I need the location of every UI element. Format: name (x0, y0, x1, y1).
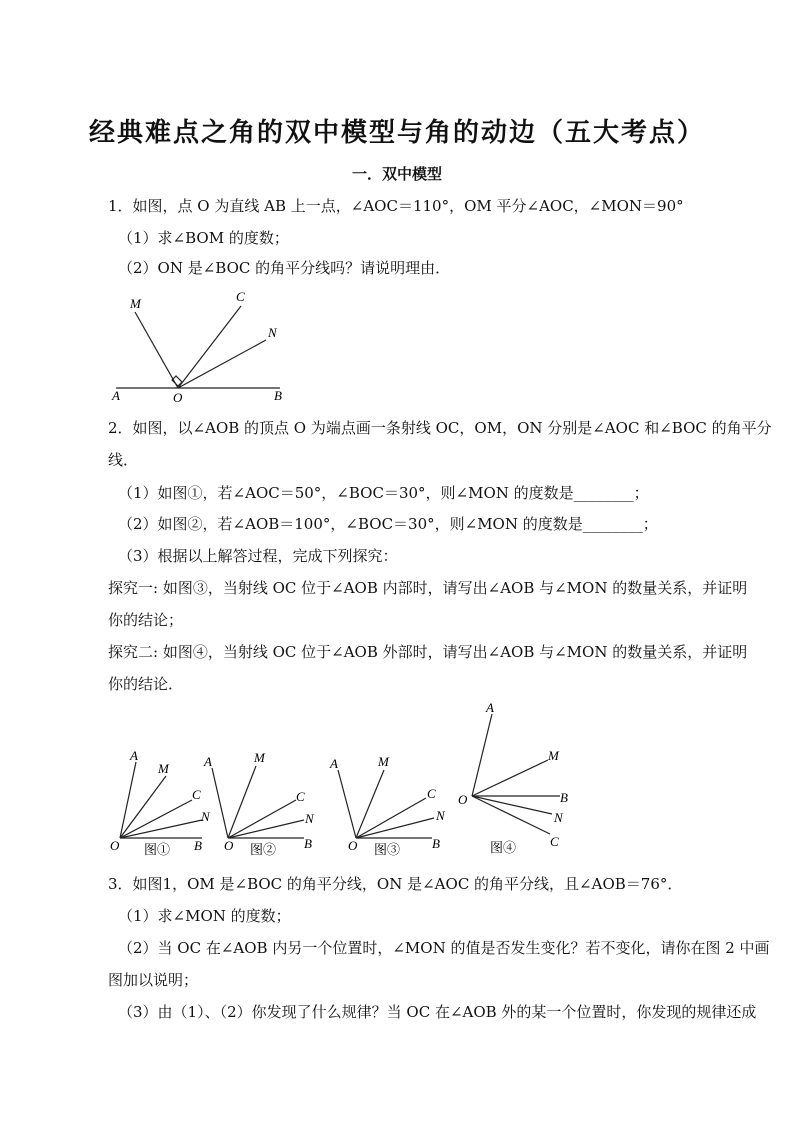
f3-label-o: O (348, 838, 358, 853)
f4-label-o: O (458, 792, 468, 807)
q3-part2-line1: （2）当 OC 在∠AOB 内另一个位置时，∠MON 的值是否发生变化？若不变化，请你在图 2 中画 (118, 939, 770, 957)
f4-label-b: B (560, 790, 568, 805)
f1-label-m: M (158, 761, 169, 776)
f2-label-m: M (254, 750, 265, 765)
f4-caption: 图④ (490, 840, 517, 855)
ray-on (178, 340, 266, 388)
f1-label-o: O (110, 838, 120, 853)
f3-label-b: B (432, 836, 440, 851)
f4-label-c: C (550, 834, 559, 849)
label-b: B (274, 388, 282, 403)
q3-part2-line2: 图加以说明； (108, 971, 199, 989)
f1-label-b: B (194, 838, 202, 853)
label-n: N (268, 325, 277, 340)
section-heading: 一．双中模型 (351, 165, 442, 183)
q2-explore1-line1: 探究一: 如图③，当射线 OC 位于∠AOB 内部时，请写出∠AOB 与∠MON 的数量关系，并证明 (108, 579, 748, 597)
f2-label-a: A (204, 754, 212, 769)
f1-label-n: N (201, 809, 210, 824)
label-o: O (173, 390, 183, 405)
f2-label-n: N (305, 811, 314, 826)
q3-part1: （1）求∠MON 的度数； (118, 907, 291, 925)
f2-caption: 图② (250, 842, 277, 857)
q2-figure-4 (452, 698, 592, 858)
f4-label-a: A (486, 700, 494, 715)
f1-label-c: C (192, 787, 201, 802)
label-m: M (130, 296, 141, 311)
q2-stem-2: 线． (108, 451, 139, 469)
q3-stem: 3．如图1，OM 是∠BOC 的角平分线，ON 是∠AOC 的角平分线，且∠AOB＝76°． (108, 875, 683, 893)
q1-figure (108, 286, 308, 406)
f4-label-n: N (554, 810, 563, 825)
f2-label-b: B (304, 836, 312, 851)
f2-label-c: C (296, 789, 305, 804)
f3-caption: 图③ (374, 842, 401, 857)
q1-stem: 1．如图，点 O 为直线 AB 上一点，∠AOC＝110°，OM 平分∠AOC，∠MON＝90° (108, 197, 684, 215)
q2-part1: （1）如图①，若∠AOC＝50°，∠BOC＝30°，则∠MON 的度数是________； (118, 484, 649, 502)
q1-part2: （2）ON 是∠BOC 的角平分线吗？请说明理由． (118, 259, 451, 277)
f4-label-m: M (548, 748, 559, 763)
q3-part3: （3）由（1）、（2）你发现了什么规律？当 OC 在∠AOB 外的某一个位置时，你发现的规律还成 (118, 1003, 757, 1021)
ray-om (135, 312, 178, 388)
f3-label-a: A (330, 756, 338, 771)
f3-label-c: C (427, 786, 436, 801)
q2-figure-3 (322, 740, 452, 860)
q2-figure-2 (198, 740, 328, 860)
q2-explore1-line2: 你的结论； (108, 611, 184, 629)
f3-label-n: N (436, 808, 445, 823)
page-title: 经典难点之角的双中模型与角的动边（五大考点） (88, 118, 705, 148)
f1-caption: 图① (144, 842, 171, 857)
label-c: C (236, 289, 245, 304)
q2-stem-1: 2．如图，以∠AOB 的顶点 O 为端点画一条射线 OC，OM，ON 分别是∠AOC 和∠BOC 的角平分 (108, 419, 772, 437)
q2-explore2-line2: 你的结论． (108, 675, 184, 693)
q2-part2: （2）如图②，若∠AOB＝100°，∠BOC＝30°，则∠MON 的度数是________； (118, 515, 658, 533)
f1-label-a: A (130, 748, 138, 763)
q2-explore2-line1: 探究二: 如图④，当射线 OC 位于∠AOB 外部时，请写出∠AOB 与∠MON 的数量关系，并证明 (108, 643, 748, 661)
f2-label-o: O (224, 838, 234, 853)
q1-part1: （1）求∠BOM 的度数； (118, 229, 289, 247)
f3-label-m: M (378, 754, 389, 769)
ray-oc (178, 306, 241, 388)
label-a: A (112, 388, 120, 403)
q2-part3: （3）根据以上解答过程，完成下列探究： (118, 547, 398, 565)
